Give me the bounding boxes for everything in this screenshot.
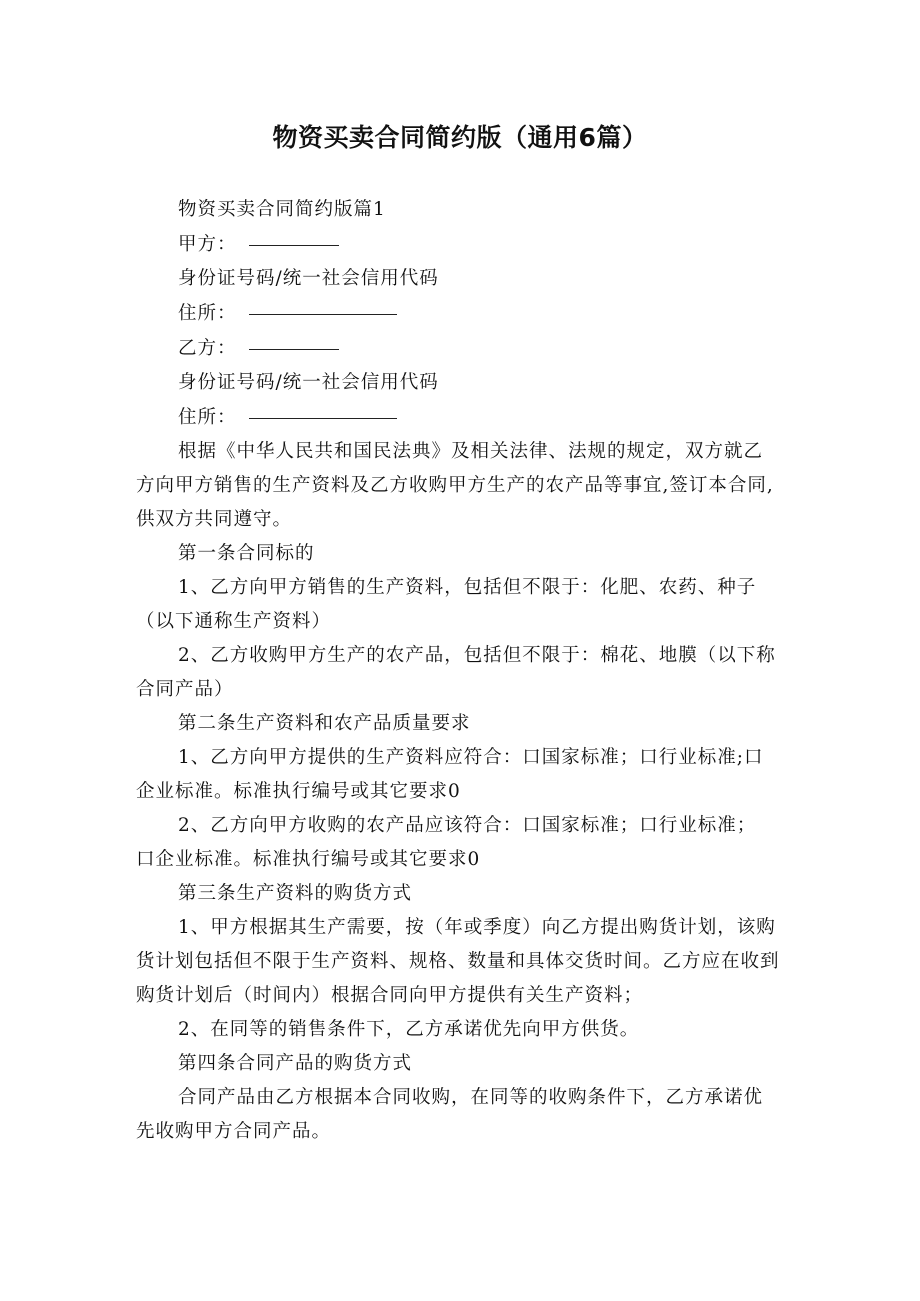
article2-item2-line: 2、乙方向甲方收购的农产品应该符合：口国家标准；口行业标准；: [178, 815, 757, 836]
article3-item1-line: 货计划包括但不限于生产资料、规格、数量和具体交货时间。乙方应在收到: [136, 951, 780, 972]
preamble-paragraph: [136, 435, 788, 537]
article2-item1-line: 企业标准。标准执行编号或其它要求0: [136, 781, 461, 802]
article1-item2-line: 合同产品）: [136, 679, 234, 700]
article1-heading: 第一条合同标的: [178, 543, 315, 564]
article1-item2: [136, 639, 788, 707]
party-a-line: [136, 227, 788, 262]
address-b-blank: [249, 396, 397, 419]
party-a-label: 甲方：: [178, 234, 237, 255]
article2-heading: 第二条生产资料和农产品质量要求: [178, 713, 471, 734]
party-b-line: [136, 331, 788, 366]
article2-item2-line: 口企业标准。标准执行编号或其它要求0: [136, 849, 481, 870]
article3-item1-line: 1、甲方根据其生产需要，按（年或季度）向乙方提出购货计划，该购: [178, 917, 776, 938]
address-label-a: 住所：: [178, 303, 237, 324]
document-title: 物资买卖合同简约版（通用6篇）: [272, 123, 648, 152]
article4-body-line: 先收购甲方合同产品。: [136, 1121, 332, 1142]
address-label-b: 住所：: [178, 407, 237, 428]
address-line-a: [136, 296, 788, 331]
section-heading: 物资买卖合同简约版篇1: [178, 199, 386, 220]
preamble-line: 方向甲方销售的生产资料及乙方收购甲方生产的农产品等事宜,签订本合同,: [136, 475, 774, 496]
article4-heading: 第四条合同产品的购货方式: [178, 1053, 413, 1074]
party-b-label: 乙方：: [178, 338, 237, 359]
address-line-b: [136, 400, 788, 435]
article2-item1: [136, 741, 788, 809]
article4-body: [136, 1081, 788, 1149]
preamble-line: 根据《中华人民共和国民法典》及相关法律、法规的规定，双方就乙: [178, 441, 764, 462]
article1-item1-line: （以下通称生产资料）: [136, 611, 332, 632]
id-label-b: 身份证号码/统一社会信用代码: [178, 372, 439, 393]
article2-item1-line: 1、乙方向甲方提供的生产资料应符合：口国家标准；口行业标准;口: [178, 747, 764, 768]
article1-item1: [136, 571, 788, 639]
preamble-line: 供双方共同遵守。: [136, 509, 293, 530]
party-a-blank: [249, 223, 339, 246]
article3-heading: 第三条生产资料的购货方式: [178, 883, 413, 904]
article3-item2-line: 2、在同等的销售条件下，乙方承诺优先向甲方供货。: [178, 1019, 640, 1040]
party-b-blank: [249, 327, 339, 350]
article3-item2: [136, 1013, 788, 1047]
article1-item1-line: 1、乙方向甲方销售的生产资料，包括但不限于：化肥、农药、种子: [178, 577, 757, 598]
article4-body-line: 合同产品由乙方根据本合同收购，在同等的收购条件下，乙方承诺优: [178, 1087, 764, 1108]
article1-item2-line: 2、乙方收购甲方生产的农产品，包括但不限于：棉花、地膜（以下称: [178, 645, 776, 666]
address-a-blank: [249, 292, 397, 315]
article3-item1-line: 购货计划后（时间内）根据合同向甲方提供有关生产资料；: [136, 985, 644, 1006]
id-label-a: 身份证号码/统一社会信用代码: [178, 268, 439, 289]
article2-item2: [136, 809, 788, 877]
document-body: [136, 193, 788, 1149]
article3-item1: [136, 911, 788, 1013]
